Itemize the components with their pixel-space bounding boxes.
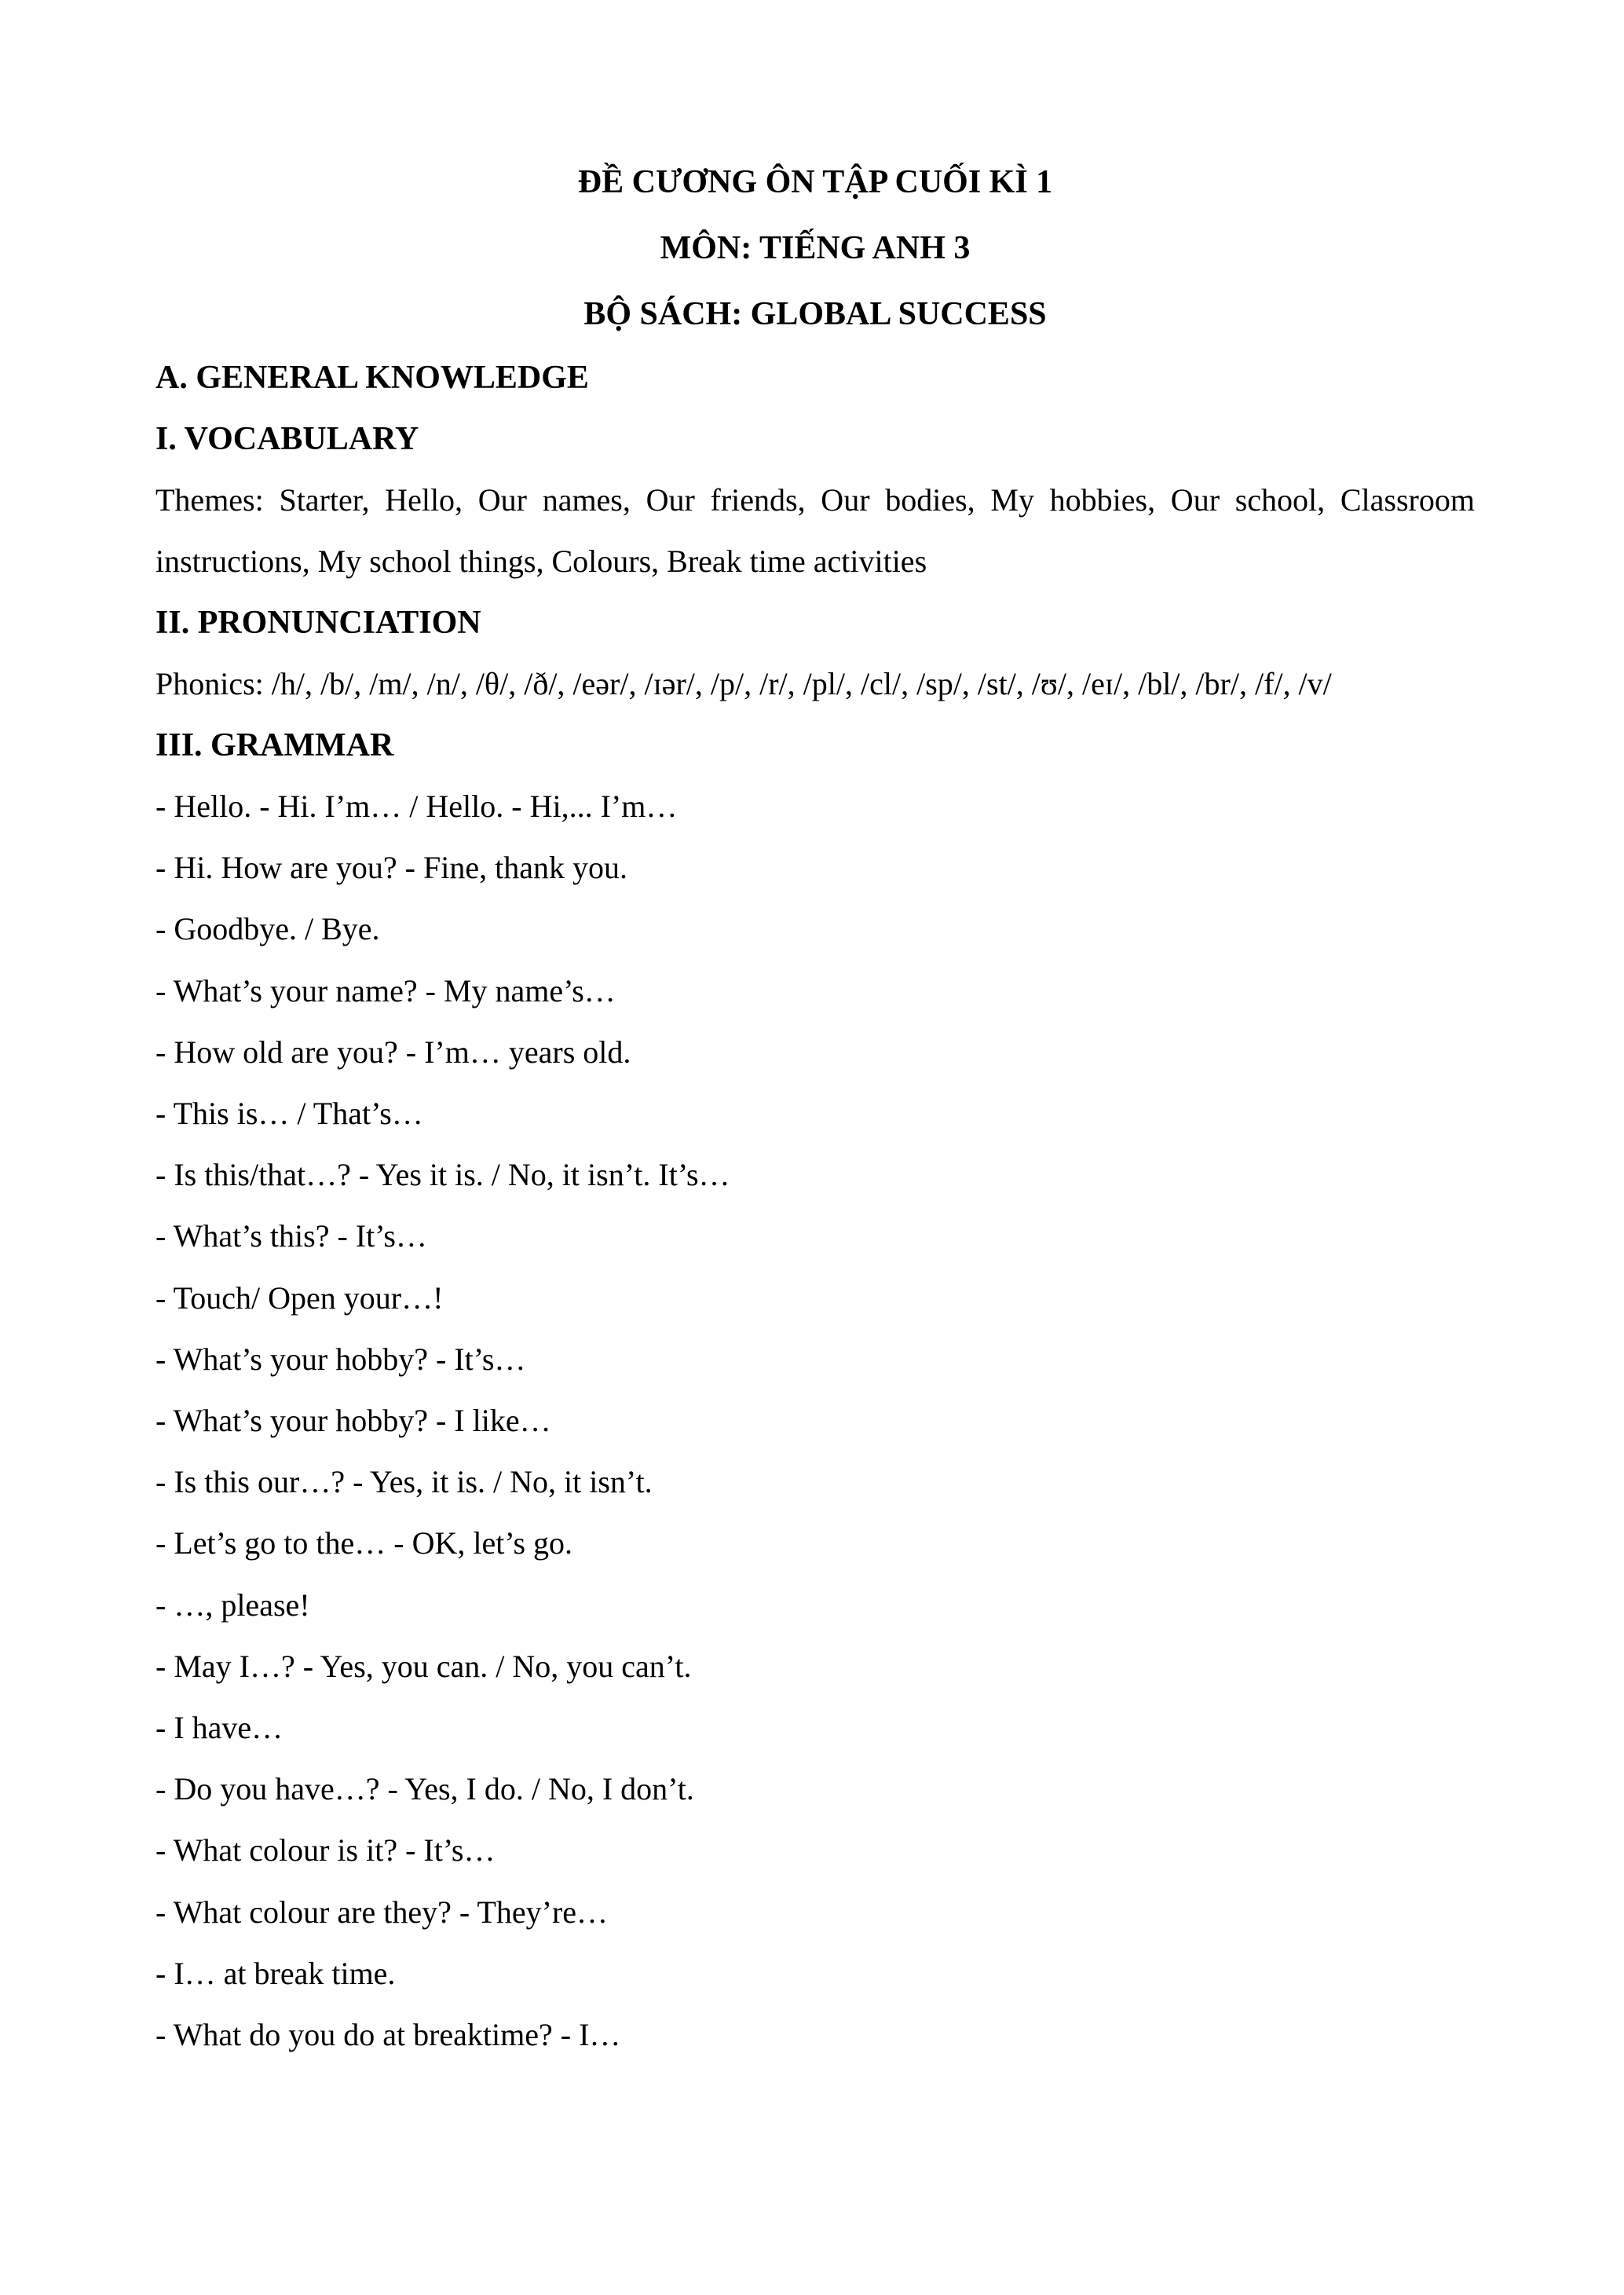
section-a-heading: A. GENERAL KNOWLEDGE	[155, 360, 589, 396]
grammar-item: - Goodbye. / Bye.	[155, 911, 380, 947]
grammar-item: - I have…	[155, 1710, 283, 1746]
grammar-item: - What colour are they? - They’re…	[155, 1894, 609, 1930]
grammar-item: - What’s this? - It’s…	[155, 1218, 427, 1254]
grammar-item: - …, please!	[155, 1587, 310, 1623]
grammar-item: - Hello. - Hi. I’m… / Hello. - Hi,... I’m…	[155, 789, 678, 824]
grammar-item: - What do you do at breaktime? - I…	[155, 2017, 621, 2053]
grammar-item: - Hi. How are you? - Fine, thank you.	[155, 850, 627, 886]
pronunciation-phonics-text: Phonics: /h/, /b/, /m/, /n/, /θ/, /ð/, /eər/, /ɪər/, /p/, /r/, /pl/, /cl/, /sp/, /st/, /ʊ/, /eɪ/, /bl/, /br/, /f/, /v/	[155, 666, 1332, 701]
grammar-item: - May I…? - Yes, you can. / No, you can’t.	[155, 1648, 692, 1684]
grammar-item: - Touch/ Open your…!	[155, 1279, 444, 1316]
grammar-item: - What’s your name? - My name’s…	[155, 972, 616, 1008]
document-title-line-2: MÔN: TIẾNG ANH 3	[660, 230, 971, 266]
document-title-line-1: ĐỀ CƯƠNG ÔN TẬP CUỐI KÌ 1	[577, 164, 1053, 200]
pronunciation-heading: II. PRONUNCIATION	[155, 605, 481, 641]
grammar-item: - What’s your hobby? - It’s…	[155, 1341, 526, 1377]
grammar-item: - Do you have…? - Yes, I do. / No, I don’t.	[155, 1771, 694, 1807]
grammar-list	[155, 776, 1475, 2066]
grammar-item: - Is this our…? - Yes, it is. / No, it isn’t.	[155, 1464, 653, 1500]
grammar-item: - This is… / That’s…	[155, 1096, 423, 1132]
document-page	[155, 149, 1475, 2066]
grammar-item: - I… at break time.	[155, 1955, 396, 1991]
grammar-item: - How old are you? - I’m… years old.	[155, 1034, 631, 1070]
grammar-item: - What’s your hobby? - I like…	[155, 1403, 551, 1439]
vocabulary-heading: I. VOCABULARY	[155, 421, 419, 457]
vocabulary-themes-text: Themes: Starter, Hello, Our names, Our friends, Our bodies, My hobbies, Our school, Classroom instructions, My school things, Colours, Break time activities	[155, 482, 1475, 579]
grammar-item: - Is this/that…? - Yes it is. / No, it isn’t. It’s…	[155, 1157, 730, 1193]
grammar-heading: III. GRAMMAR	[155, 727, 394, 763]
grammar-item: - What colour is it? - It’s…	[155, 1832, 496, 1869]
document-title-line-3: BỘ SÁCH: GLOBAL SUCCESS	[583, 296, 1047, 332]
grammar-item: - Let’s go to the… - OK, let’s go.	[155, 1525, 573, 1561]
